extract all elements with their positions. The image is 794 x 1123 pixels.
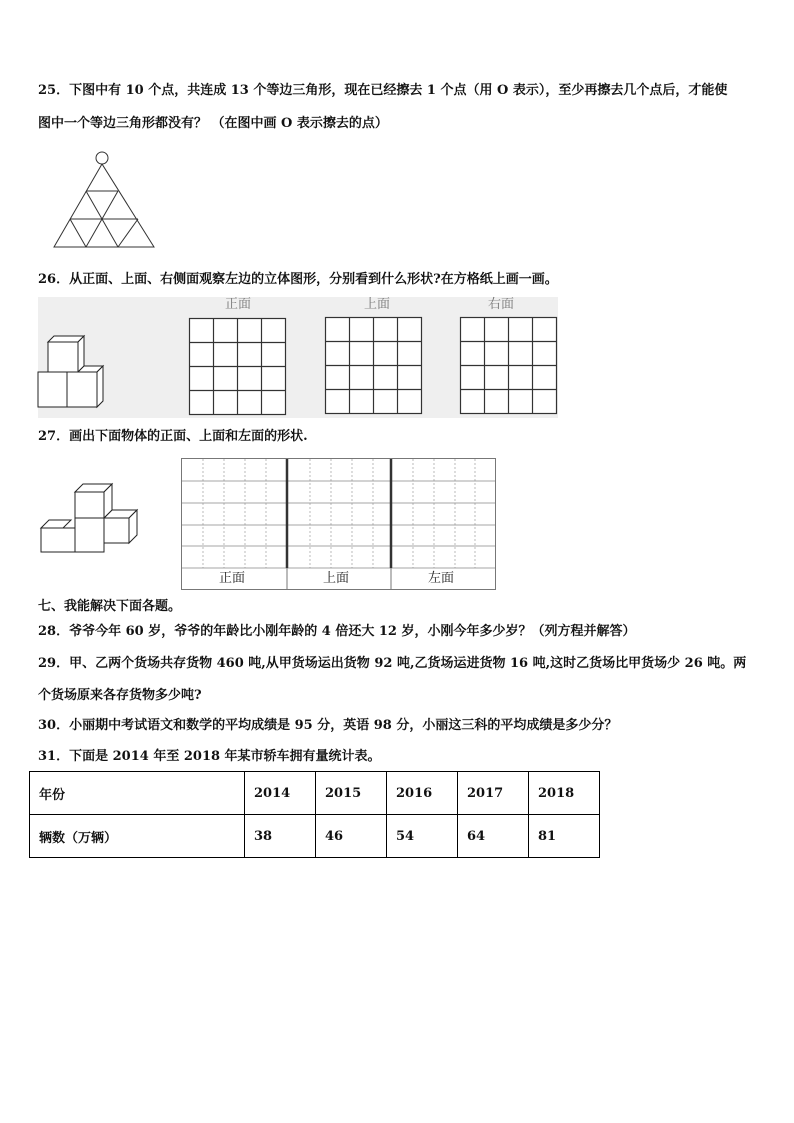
table-cell-year: 2014 [245,772,316,815]
q26-label-top: 上面 [364,297,391,312]
table-row-counts [30,815,600,858]
q26-cube-stack [38,330,108,410]
q25-text-line2: 图中一个等边三角形都没有？ （在图中画 O 表示擦去的点） [38,116,388,131]
table-row-years [30,772,600,815]
table-cell-year: 2015 [316,772,387,815]
q29-text-line1: 29．甲、乙两个货场共存货物 460 吨,从甲货场运出货物 92 吨,乙货场运进货物 16 吨,这时乙货场比甲货场少 26 吨。两 [38,656,747,671]
q27-label-front: 正面 [219,571,246,586]
q31-text: 31．下面是 2014 年至 2018 年某市轿车拥有量统计表。 [38,749,381,764]
table-cell-year: 2016 [387,772,458,815]
table-cell-count: 81 [529,815,600,858]
q26-grid-top[interactable] [325,317,422,414]
table-cell-count: 54 [387,815,458,858]
q26-label-front: 正面 [225,297,252,312]
q26-grid-right[interactable] [460,317,557,414]
erased-point-circle [96,152,108,164]
section7-title: 七、我能解决下面各题。 [38,599,182,614]
q26-label-right: 右面 [488,297,515,312]
table-cell-count: 46 [316,815,387,858]
q27-cube-stack [38,482,140,554]
table-header-year: 年份 [30,772,245,815]
triangle-dot-figure[interactable] [50,150,160,250]
q29-text-line2: 个货场原来各存货物多少吨? [38,688,202,703]
q25-text-line1: 25．下图中有 10 个点，共连成 13 个等边三角形，现在已经擦去 1 个点（用 O 表示），至少再擦去几个点后，才能使 [38,83,728,98]
table-cell-year: 2017 [458,772,529,815]
q28-text: 28．爷爷今年 60 岁，爷爷的年龄比小刚年龄的 4 倍还大 12 岁，小刚今年多少岁？（列方程并解答） [38,624,636,639]
table-cell-count: 64 [458,815,529,858]
table-header-count: 辆数（万辆） [30,815,245,858]
q27-label-top: 上面 [323,571,350,586]
car-ownership-table [29,771,600,858]
q27-text: 27．画出下面物体的正面、上面和左面的形状. [38,429,308,444]
q30-text: 30．小丽期中考试语文和数学的平均成绩是 95 分，英语 98 分，小丽这三科的平均成绩是多少分？ [38,718,618,733]
q26-text: 26．从正面、上面、右侧面观察左边的立体图形，分别看到什么形状?在方格纸上画一画。 [38,272,558,287]
table-cell-count: 38 [245,815,316,858]
q27-label-left: 左面 [428,571,455,586]
table-cell-year: 2018 [529,772,600,815]
q26-grid-front[interactable] [189,318,286,415]
